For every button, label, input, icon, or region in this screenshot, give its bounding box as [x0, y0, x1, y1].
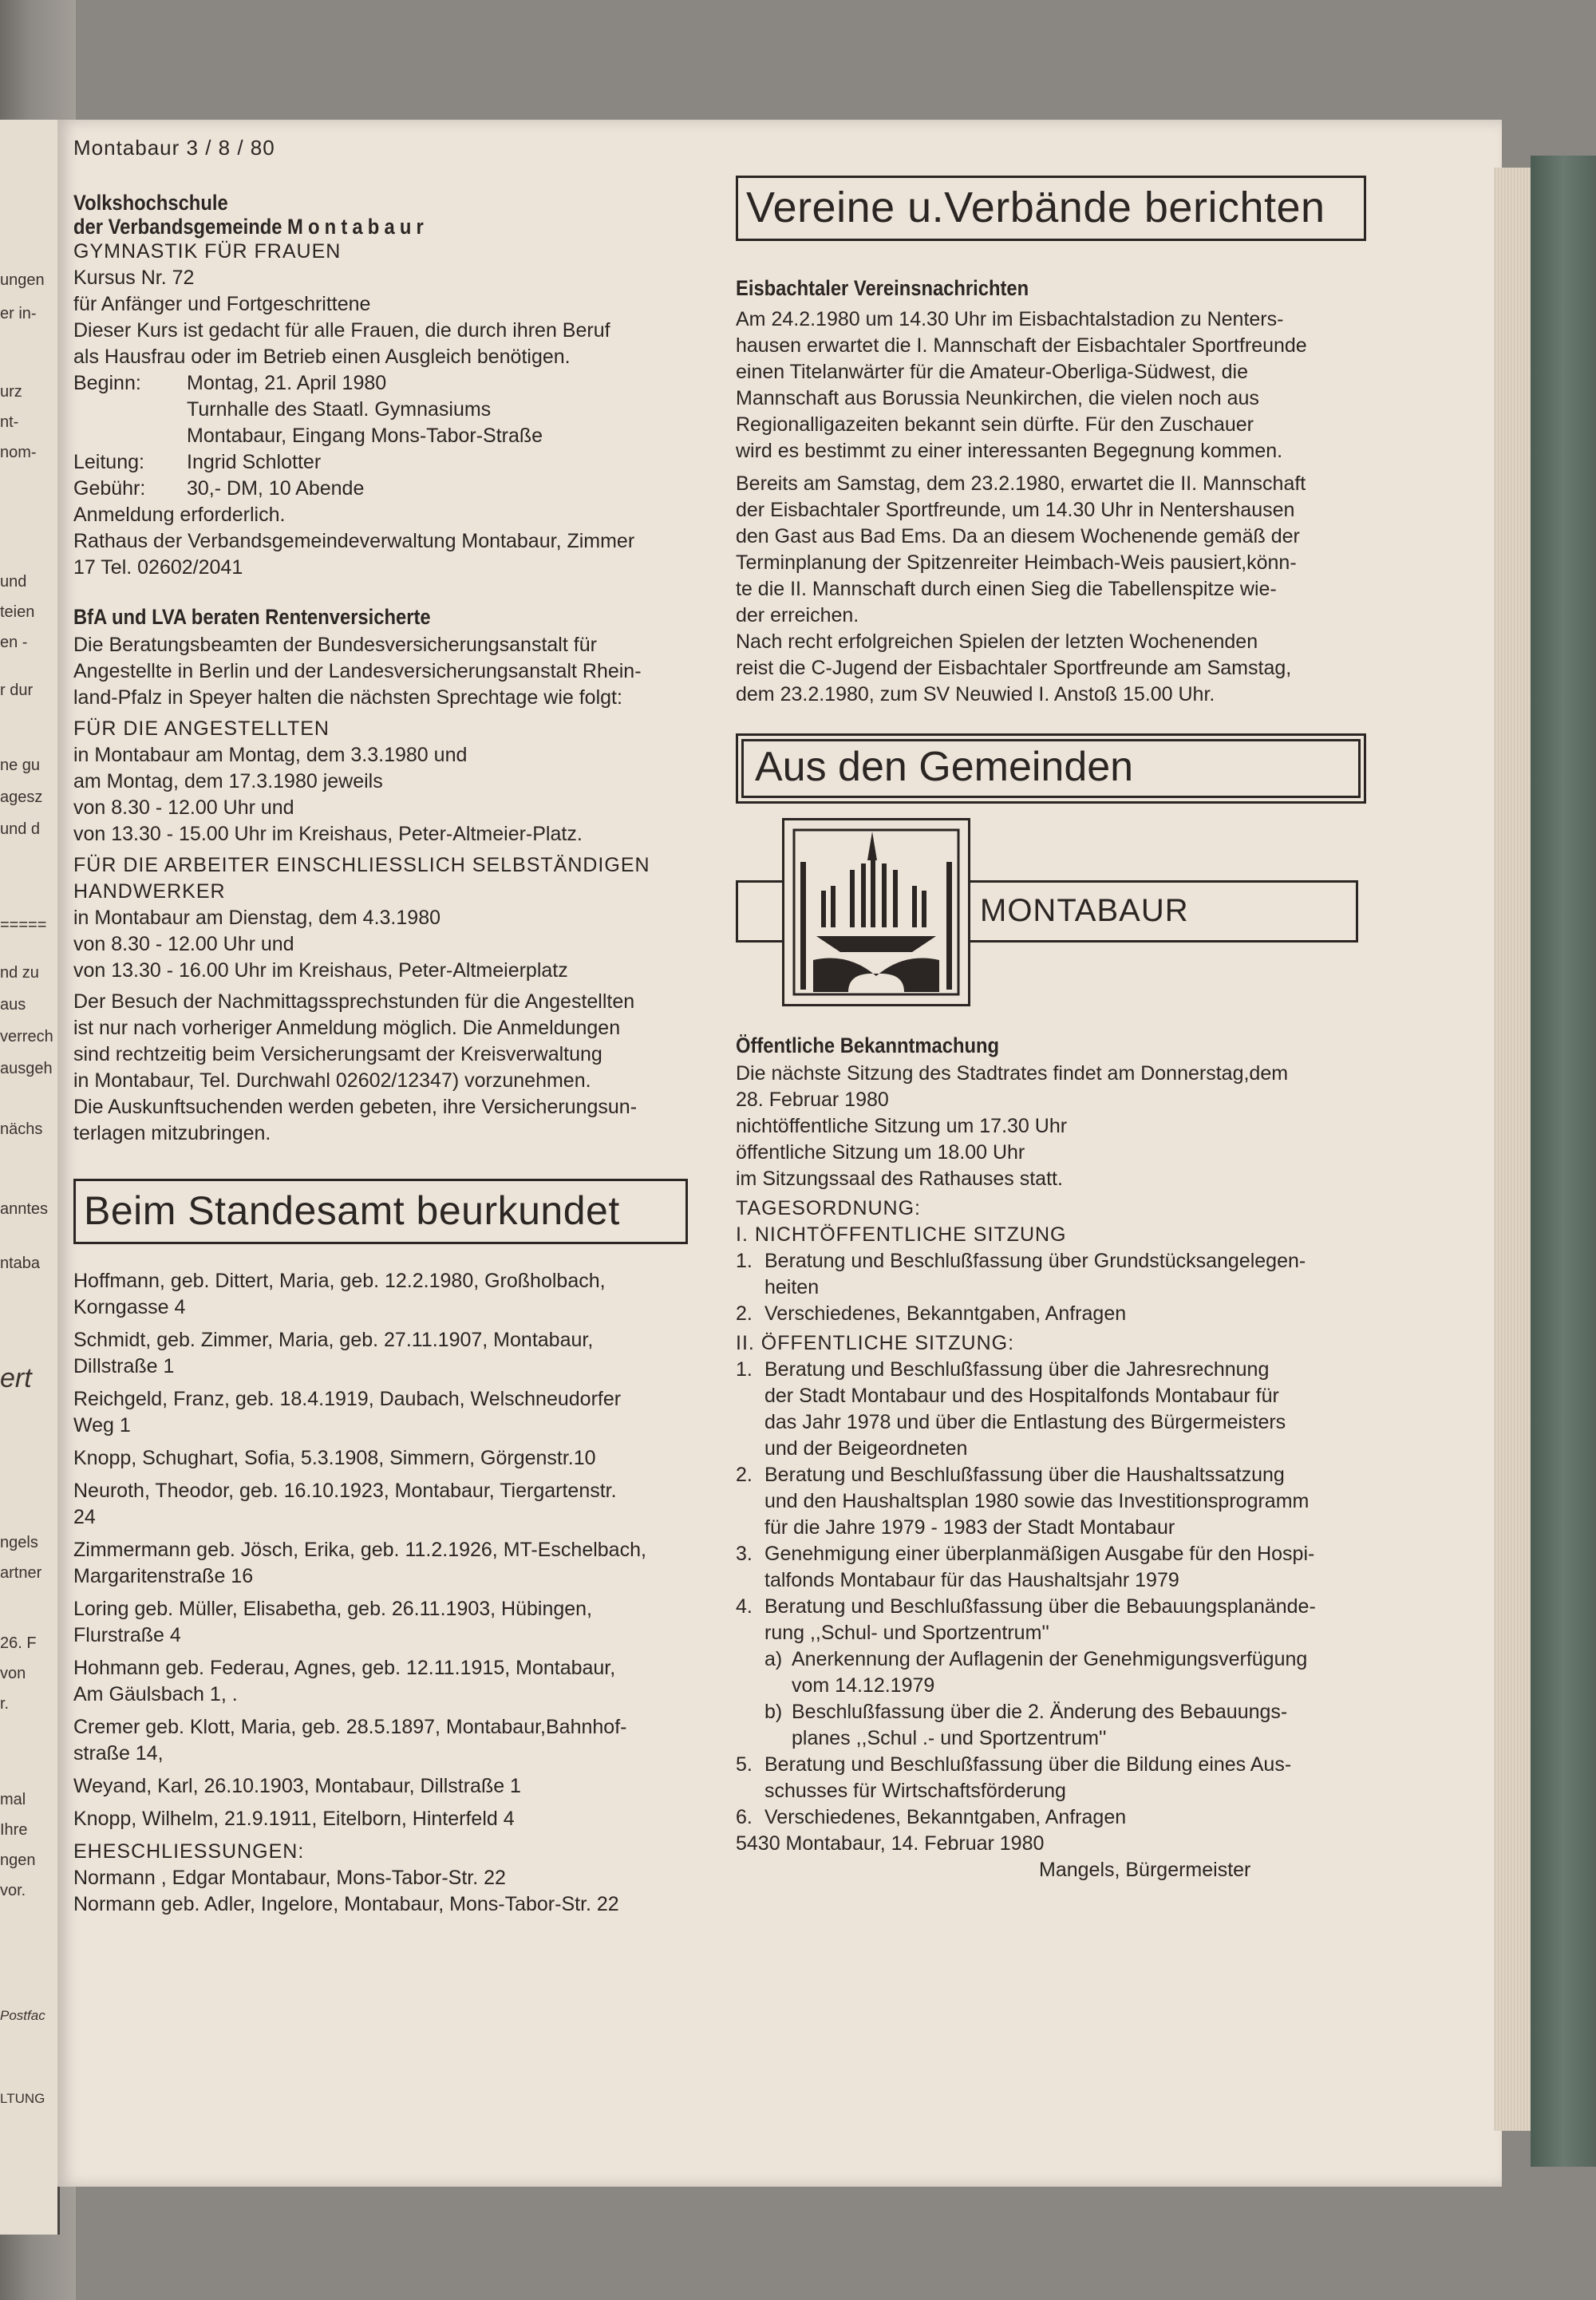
- agenda-number: 2.: [736, 1302, 753, 1325]
- bfa-text: am Montag, dem 17.3.1980 jeweils: [73, 770, 383, 792]
- bfa-text: Die Auskunftsuchenden werden gebeten, ihre Versicherungsun-: [73, 1096, 638, 1118]
- prev-fragment: ert: [0, 1363, 32, 1393]
- entry-line: Margaritenstraße 16: [73, 1565, 254, 1587]
- prev-fragment: r dur: [0, 682, 34, 699]
- montabaur-logo-block: [736, 818, 1374, 1018]
- vereine-line: Nach recht erfolgreichen Spielen der letzten Wochenenden: [736, 630, 1258, 653]
- value: 30,- DM, 10 Abende: [187, 477, 365, 500]
- label: Leitung:: [73, 451, 144, 473]
- label: Beginn:: [73, 372, 141, 394]
- ehe-entry: Normann geb. Adler, Ingelore, Montabaur, Mons-Tabor-Str. 22: [73, 1893, 619, 1915]
- bfa-text: Der Besuch der Nachmittagssprechstunden für die Angestellten: [73, 990, 635, 1013]
- entry-line: Knopp, Wilhelm, 21.9.1911, Eitelborn, Hinterfeld 4: [73, 1808, 515, 1830]
- prev-fragment: ausgeh: [0, 1060, 53, 1077]
- prev-fragment: ne gu: [0, 757, 41, 774]
- agenda-text: [764, 1301, 1126, 1327]
- agenda-text-line: Beratung und Beschlußfassung über die Bildung eines Aus-: [764, 1753, 1292, 1776]
- intro-line: Die nächste Sitzung des Stadtrates findet am Donnerstag,dem: [736, 1062, 1289, 1085]
- prev-fragment: ngen: [0, 1851, 36, 1869]
- agenda-number: 6.: [736, 1806, 753, 1828]
- agenda-text-line: Beratung und Beschlußfassung über Grundstücksangelegen-: [764, 1250, 1306, 1272]
- prev-fragment: agesz: [0, 788, 43, 806]
- standesamt-entry: [73, 1537, 704, 1590]
- bfa-text: Angestellte in Berlin und der Landesversicherungsanstalt Rhein-: [73, 660, 642, 682]
- agenda-text-line: Beratung und Beschlußfassung über die Bebauungsplanände-: [764, 1595, 1316, 1618]
- prev-fragment: und d: [0, 820, 41, 838]
- agenda-text-line: das Jahr 1978 und über die Entlastung des Bürgermeisters: [764, 1411, 1286, 1433]
- standesamt-entry: [73, 1773, 704, 1800]
- bfa-text: terlagen mitzubringen.: [73, 1122, 271, 1144]
- value: Ingrid Schlotter: [187, 451, 322, 473]
- vereine-line: hausen erwartet die I. Mannschaft der Eisbachtaler Sportfreunde: [736, 334, 1307, 357]
- vereine-line: der Eisbachtaler Sportfreunde, um 14.30 Uhr in Nentershausen: [736, 499, 1295, 521]
- entry-line: Weyand, Karl, 26.10.1903, Montabaur, Dillstraße 1: [73, 1775, 521, 1797]
- vhs-text: Anmeldung erforderlich.: [73, 504, 286, 526]
- left-column: [73, 136, 704, 1918]
- tagesordnung: TAGESORDNUNG:: [736, 1197, 921, 1219]
- entry-line: Flurstraße 4: [73, 1624, 181, 1646]
- agenda-text-line: rung ,,Schul- und Sportzentrum'': [764, 1622, 1049, 1644]
- agenda-text-line: Verschiedenes, Bekanntgaben, Anfragen: [764, 1302, 1127, 1325]
- prev-fragment: LTUNG: [0, 2091, 45, 2106]
- agenda-subitem: [736, 1646, 1374, 1699]
- bfa-text: von 8.30 - 12.00 Uhr und: [73, 796, 294, 819]
- vhs-text: Rathaus der Verbandsgemeindeverwaltung Montabaur, Zimmer: [73, 530, 635, 552]
- montabaur-crest-icon: [782, 818, 970, 1006]
- ehe-title: EHESCHLIESSUNGEN:: [73, 1840, 305, 1863]
- running-head: Montabaur 3 / 8 / 80: [73, 136, 275, 160]
- signatur: Mangels, Bürgermeister: [1039, 1859, 1251, 1881]
- agenda-item: [736, 1357, 1374, 1462]
- vereine-heading: Vereine u.Verbände berichten: [736, 176, 1366, 241]
- standesamt-entries: [73, 1268, 704, 1832]
- standesamt-entry: [73, 1714, 704, 1767]
- entry-line: straße 14,: [73, 1742, 164, 1765]
- prev-fragment: r.: [0, 1695, 10, 1713]
- entry-line: Weg 1: [73, 1414, 131, 1437]
- vhs-gebuehr-row: [73, 476, 704, 502]
- entry-line: Loring geb. Müller, Elisabetha, geb. 26.11.1903, Hübingen,: [73, 1598, 592, 1620]
- vhs-title-prefix: der Verbandsgemeinde: [73, 215, 288, 239]
- entry-line: 24: [73, 1506, 96, 1528]
- standesamt-entry: [73, 1327, 704, 1380]
- agenda-text-line: schusses für Wirtschaftsförderung: [764, 1780, 1066, 1802]
- entry-line: Hohmann geb. Federau, Agnes, geb. 12.11.1915, Montabaur,: [73, 1657, 616, 1679]
- value: Montag, 21. April 1980: [187, 372, 387, 394]
- bekanntmachung-title: Öffentliche Bekanntmachung: [736, 1033, 1000, 1057]
- vhs-title: Volkshochschule: [73, 191, 228, 215]
- bfa-text: von 13.30 - 15.00 Uhr im Kreishaus, Peter-Altmeier-Platz.: [73, 823, 583, 845]
- vereine-line: te die II. Mannschaft durch einen Sieg die Tabellenspitze wie-: [736, 578, 1277, 600]
- standesamt-entry: [73, 1655, 704, 1708]
- bfa-text: land-Pfalz in Speyer halten die nächsten Sprechtage wie folgt:: [73, 686, 622, 709]
- part1-title: I. NICHTÖFFENTLICHE SITZUNG: [736, 1223, 1067, 1246]
- agenda-text: [764, 1752, 1291, 1804]
- vhs-text: für Anfänger und Fortgeschrittene: [73, 293, 371, 315]
- prev-fragment: er in-: [0, 305, 37, 322]
- bfa-text: in Montabaur am Montag, dem 3.3.1980 und: [73, 744, 468, 766]
- vhs-leitung-row: [73, 449, 704, 476]
- prev-fragment: von: [0, 1665, 26, 1682]
- prev-fragment: nom-: [0, 444, 37, 461]
- vereine-line: der erreichen.: [736, 604, 859, 626]
- vereine-line: wird es bestimmt zu einer interessanten Begegnung kommen.: [736, 440, 1283, 462]
- intro-line: im Sitzungssaal des Rathauses statt.: [736, 1168, 1063, 1190]
- agenda-item: [736, 1462, 1374, 1541]
- agenda-text: [764, 1594, 1316, 1646]
- bekanntmachung-intro: [736, 1061, 1374, 1192]
- entry-line: Hoffmann, geb. Dittert, Maria, geb. 12.2.1980, Großholbach,: [73, 1270, 606, 1292]
- agenda-item: [736, 1594, 1374, 1646]
- agenda-item: [736, 1248, 1374, 1301]
- vhs-text: Dieser Kurs ist gedacht für alle Frauen, die durch ihren Beruf: [73, 319, 610, 342]
- agenda-text: [764, 1248, 1306, 1301]
- agenda-text: [764, 1804, 1126, 1831]
- vereine-line: Regionalligazeiten bekannt sein dürfte. Für den Zuschauer: [736, 413, 1254, 436]
- entry-line: Neuroth, Theodor, geb. 16.10.1923, Montabaur, Tiergartenstr.: [73, 1480, 617, 1502]
- agenda-list-1: [736, 1248, 1374, 1327]
- agenda-item: [736, 1541, 1374, 1594]
- vereine-line: Am 24.2.1980 um 14.30 Uhr im Eisbachtalstadion zu Nenters-: [736, 308, 1284, 330]
- agenda-text-line: Anerkennung der Auflagenin der Genehmigungsverfügung: [792, 1648, 1308, 1670]
- agenda-number: 3.: [736, 1543, 753, 1565]
- vereine-line: Terminplanung der Spitzenreiter Heimbach-Weis pausiert,könn-: [736, 551, 1297, 574]
- entry-line: Cremer geb. Klott, Maria, geb. 28.5.1897, Montabaur,Bahnhof-: [73, 1716, 627, 1738]
- agenda-text-line: und den Haushaltsplan 1980 sowie das Investitionsprogramm: [764, 1490, 1310, 1512]
- agenda-item: [736, 1752, 1374, 1804]
- gemeinden-heading: Aus den Gemeinden: [741, 739, 1361, 798]
- bfa-arbeiter-title: HANDWERKER: [73, 880, 226, 903]
- agenda-text-line: der Stadt Montabaur und des Hospitalfonds Montabaur für: [764, 1385, 1279, 1407]
- standesamt-entry: [73, 1445, 704, 1472]
- standesamt-section: [73, 1179, 704, 1918]
- prev-fragment: artner: [0, 1564, 42, 1582]
- prev-fragment: en -: [0, 634, 28, 651]
- vereine-paragraph: [736, 306, 1374, 464]
- bfa-text: von 8.30 - 12.00 Uhr und: [73, 933, 294, 955]
- prev-fragment: und: [0, 573, 27, 591]
- vhs-title-town: Montabaur: [287, 215, 429, 239]
- entry-line: Am Gäulsbach 1, .: [73, 1683, 238, 1705]
- vhs-kurs: Kursus Nr. 72: [73, 267, 195, 289]
- vereine-line: reist die C-Jugend der Eisbachtaler Sportfreunde am Samstag,: [736, 657, 1292, 679]
- prev-fragment: ngels: [0, 1534, 38, 1551]
- prev-fragment: nächs: [0, 1120, 43, 1138]
- entry-line: Dillstraße 1: [73, 1355, 175, 1377]
- intro-line: öffentliche Sitzung um 18.00 Uhr: [736, 1141, 1025, 1164]
- prev-fragment: nt-: [0, 413, 19, 431]
- agenda-subitem: [736, 1699, 1374, 1752]
- vereine-line: Mannschaft aus Borussia Neunkirchen, die vielen noch aus: [736, 387, 1259, 409]
- agenda-list-2b: [736, 1752, 1374, 1831]
- standesamt-entry: [73, 1478, 704, 1531]
- ort-datum: 5430 Montabaur, 14. Februar 1980: [736, 1832, 1045, 1855]
- agenda-text: [792, 1646, 1307, 1699]
- agenda-sub-list: [736, 1646, 1374, 1752]
- bfa-text: Die Beratungsbeamten der Bundesversicherungsanstalt für: [73, 634, 597, 656]
- label: Gebühr:: [73, 477, 146, 500]
- entry-line: Korngasse 4: [73, 1296, 186, 1318]
- bfa-title: BfA und LVA beraten Rentenversicherte: [73, 605, 431, 629]
- entry-line: Knopp, Schughart, Sofia, 5.3.1908, Simmern, Görgenstr.10: [73, 1447, 596, 1469]
- agenda-text-line: Beschlußfassung über die 2. Änderung des Bebauungs-: [792, 1701, 1288, 1723]
- agenda-number: 4.: [736, 1595, 753, 1618]
- agenda-number: 1.: [736, 1358, 753, 1381]
- agenda-text-line: talfonds Montabaur für das Haushaltsjahr 1979: [764, 1569, 1179, 1591]
- agenda-number: 1.: [736, 1250, 753, 1272]
- agenda-text-line: Genehmigung einer überplanmäßigen Ausgabe für den Hospi-: [764, 1543, 1315, 1565]
- bfa-text: in Montabaur, Tel. Durchwahl 02602/12347) vorzunehmen.: [73, 1069, 591, 1092]
- prev-fragment: =====: [0, 916, 47, 934]
- agenda-number: a): [764, 1648, 783, 1670]
- vereine-subheading: Eisbachtaler Vereinsnachrichten: [736, 276, 1029, 300]
- entry-line: Reichgeld, Franz, geb. 18.4.1919, Daubach, Welschneudorfer: [73, 1388, 622, 1410]
- intro-line: nichtöffentliche Sitzung um 17.30 Uhr: [736, 1115, 1068, 1137]
- entry-line: Schmidt, geb. Zimmer, Maria, geb. 27.11.1907, Montabaur,: [73, 1329, 594, 1351]
- agenda-text-line: vom 14.12.1979: [792, 1674, 935, 1697]
- vereine-line: einen Titelanwärter für die Amateur-Oberliga-Südwest, die: [736, 361, 1248, 383]
- bfa-angestellte-title: FÜR DIE ANGESTELLTEN: [73, 717, 330, 740]
- prev-fragment: ungen: [0, 271, 45, 289]
- agenda-text-line: und der Beigeordneten: [764, 1437, 968, 1460]
- bfa-text: ist nur nach vorheriger Anmeldung möglich. Die Anmeldungen: [73, 1017, 621, 1039]
- agenda-number: 5.: [736, 1753, 753, 1776]
- vereine-paragraph: [736, 471, 1374, 708]
- agenda-text: [764, 1357, 1286, 1462]
- bfa-text: in Montabaur am Dienstag, dem 4.3.1980: [73, 907, 440, 929]
- vhs-ort: Montabaur, Eingang Mons-Tabor-Straße: [187, 425, 543, 447]
- vhs-title-line2: [73, 215, 628, 239]
- vereine-line: den Gast aus Bad Ems. Da an diesem Wochenende gemäß der: [736, 525, 1300, 547]
- bfa-arbeiter-title: FÜR DIE ARBEITER EINSCHLIESSLICH SELBSTÄNDIGEN: [73, 854, 650, 876]
- standesamt-entry: [73, 1596, 704, 1649]
- ehe-entry: Normann , Edgar Montabaur, Mons-Tabor-Str. 22: [73, 1867, 506, 1889]
- previous-page-edge: [0, 120, 60, 2235]
- prev-fragment: anntes: [0, 1200, 49, 1218]
- prev-fragment: nd zu: [0, 964, 39, 982]
- prev-fragment: teien: [0, 603, 35, 621]
- part2-title: II. ÖFFENTLICHE SITZUNG:: [736, 1332, 1015, 1354]
- bfa-section: [73, 605, 704, 1147]
- vhs-section: [73, 191, 704, 581]
- book-cover-edge: [1531, 156, 1596, 2167]
- page-stack-edge: [1494, 168, 1532, 2131]
- agenda-text-line: heiten: [764, 1276, 820, 1298]
- bfa-text: von 13.30 - 16.00 Uhr im Kreishaus, Peter-Altmeierplatz: [73, 959, 568, 982]
- prev-fragment: mal: [0, 1791, 26, 1808]
- entry-line: Zimmermann geb. Jösch, Erika, geb. 11.2.1926, MT-Eschelbach,: [73, 1539, 646, 1561]
- bfa-text: sind rechtzeitig beim Versicherungsamt der Kreisverwaltung: [73, 1043, 602, 1065]
- vhs-ort: Turnhalle des Staatl. Gymnasiums: [187, 398, 492, 421]
- prev-fragment: aus: [0, 996, 26, 1014]
- agenda-text-line: für die Jahre 1979 - 1983 der Stadt Montabaur: [764, 1516, 1175, 1539]
- vereine-line: Bereits am Samstag, dem 23.2.1980, erwartet die II. Mannschaft: [736, 472, 1306, 495]
- agenda-item: [736, 1301, 1374, 1327]
- agenda-text-line: planes ,,Schul .- und Sportzentrum'': [792, 1727, 1107, 1749]
- vhs-subtitle: GYMNASTIK FÜR FRAUEN: [73, 240, 342, 263]
- logo-label: MONTABAUR: [980, 893, 1189, 928]
- agenda-text: [792, 1699, 1287, 1752]
- agenda-text: [764, 1541, 1314, 1594]
- prev-fragment: ntaba: [0, 1255, 41, 1272]
- prev-fragment: Ihre: [0, 1821, 28, 1839]
- agenda-text-line: Beratung und Beschlußfassung über die Jahresrechnung: [764, 1358, 1270, 1381]
- intro-line: 28. Februar 1980: [736, 1089, 889, 1111]
- right-column: [736, 176, 1374, 1883]
- agenda-text: [764, 1462, 1309, 1541]
- agenda-number: b): [764, 1701, 783, 1723]
- agenda-number: 2.: [736, 1464, 753, 1486]
- agenda-text-line: Beratung und Beschlußfassung über die Haushaltssatzung: [764, 1464, 1285, 1486]
- standesamt-entry: [73, 1386, 704, 1439]
- vereine-line: dem 23.2.1980, zum SV Neuwied I. Anstoß 15.00 Uhr.: [736, 683, 1215, 705]
- prev-fragment: urz: [0, 383, 22, 401]
- prev-fragment: vor.: [0, 1882, 26, 1899]
- prev-fragment: 26. F: [0, 1634, 37, 1652]
- prev-fragment: verrech: [0, 1028, 53, 1045]
- standesamt-heading: Beim Standesamt beurkundet: [73, 1179, 688, 1244]
- vhs-text: 17 Tel. 02602/2041: [73, 556, 243, 579]
- gemeinden-heading-box: [736, 733, 1366, 804]
- vhs-beginn-row: [73, 370, 704, 397]
- standesamt-entry: [73, 1268, 704, 1321]
- prev-fragment: Postfac: [0, 2008, 45, 2023]
- agenda-list-2: [736, 1357, 1374, 1646]
- agenda-text-line: Verschiedenes, Bekanntgaben, Anfragen: [764, 1806, 1127, 1828]
- vhs-text: als Hausfrau oder im Betrieb einen Ausgleich benötigen.: [73, 346, 571, 368]
- standesamt-entry: [73, 1806, 704, 1832]
- agenda-item: [736, 1804, 1374, 1831]
